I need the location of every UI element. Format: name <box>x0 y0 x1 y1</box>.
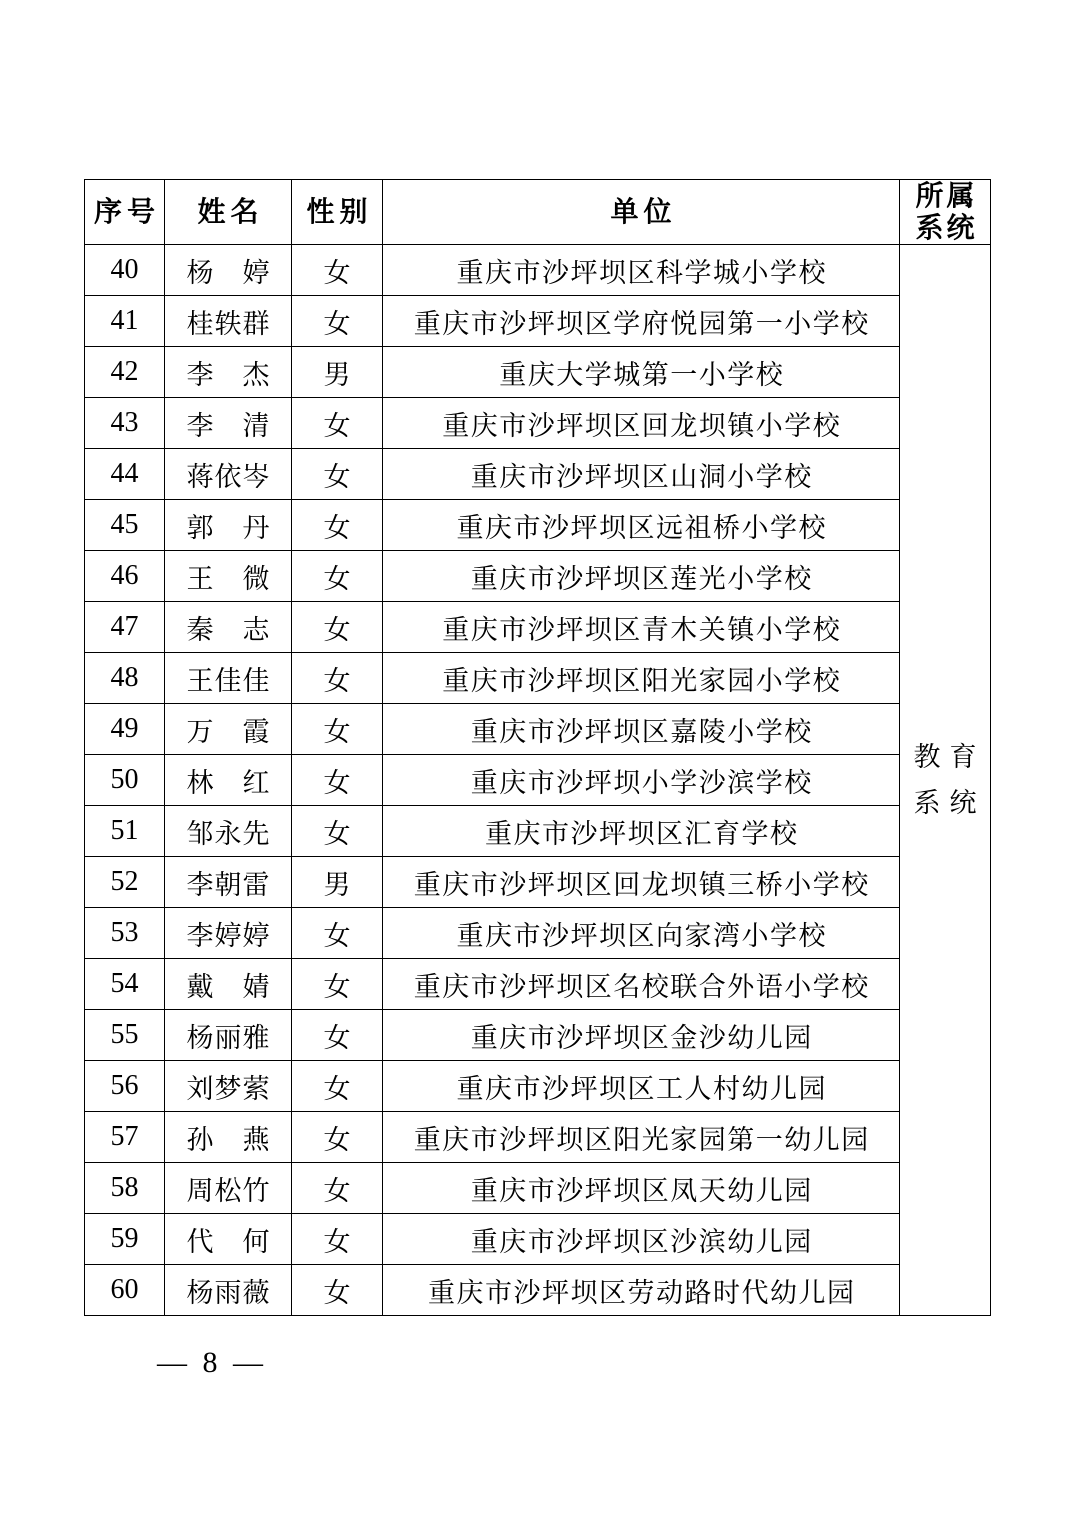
header-system-line1: 所属 <box>915 180 978 211</box>
table-row <box>85 1214 991 1265</box>
cell-gender: 女 <box>292 551 383 602</box>
cell-unit: 重庆市沙坪坝区阳光家园第一幼儿园 <box>383 1112 900 1163</box>
cell-no: 45 <box>85 500 165 551</box>
cell-name: 李 杰 <box>165 347 292 398</box>
cell-no: 46 <box>85 551 165 602</box>
cell-no: 59 <box>85 1214 165 1265</box>
cell-name: 万 霞 <box>165 704 292 755</box>
cell-unit: 重庆市沙坪坝区汇育学校 <box>383 806 900 857</box>
cell-name: 桂轶群 <box>165 296 292 347</box>
cell-name: 刘梦萦 <box>165 1061 292 1112</box>
table-row <box>85 1265 991 1316</box>
cell-name: 李婷婷 <box>165 908 292 959</box>
table-row <box>85 500 991 551</box>
cell-gender: 女 <box>292 1010 383 1061</box>
table-row <box>85 347 991 398</box>
cell-unit: 重庆市沙坪坝区回龙坝镇小学校 <box>383 398 900 449</box>
cell-unit: 重庆市沙坪坝区科学城小学校 <box>383 245 900 296</box>
cell-gender: 女 <box>292 959 383 1010</box>
header-gender: 性别 <box>292 180 383 245</box>
header-name: 姓名 <box>165 180 292 245</box>
cell-no: 40 <box>85 245 165 296</box>
cell-system-group <box>900 245 991 1316</box>
cell-unit: 重庆市沙坪坝小学沙滨学校 <box>383 755 900 806</box>
header-system <box>900 180 991 245</box>
system-group-line2: 系统 <box>913 788 986 818</box>
cell-gender: 女 <box>292 500 383 551</box>
cell-no: 41 <box>85 296 165 347</box>
cell-unit: 重庆市沙坪坝区莲光小学校 <box>383 551 900 602</box>
table-row <box>85 551 991 602</box>
roster-table-body <box>85 245 991 1316</box>
cell-no: 49 <box>85 704 165 755</box>
table-row <box>85 245 991 296</box>
cell-gender: 女 <box>292 602 383 653</box>
table-row <box>85 1163 991 1214</box>
cell-no: 52 <box>85 857 165 908</box>
cell-no: 58 <box>85 1163 165 1214</box>
header-no: 序号 <box>85 180 165 245</box>
table-row <box>85 449 991 500</box>
table-row <box>85 755 991 806</box>
cell-no: 53 <box>85 908 165 959</box>
cell-name: 杨雨薇 <box>165 1265 292 1316</box>
cell-gender: 女 <box>292 1214 383 1265</box>
cell-name: 郭 丹 <box>165 500 292 551</box>
cell-gender: 女 <box>292 296 383 347</box>
cell-gender: 女 <box>292 449 383 500</box>
cell-unit: 重庆市沙坪坝区劳动路时代幼儿园 <box>383 1265 900 1316</box>
cell-gender: 男 <box>292 857 383 908</box>
cell-no: 42 <box>85 347 165 398</box>
table-row <box>85 296 991 347</box>
cell-unit: 重庆市沙坪坝区青木关镇小学校 <box>383 602 900 653</box>
cell-name: 杨 婷 <box>165 245 292 296</box>
cell-gender: 女 <box>292 1112 383 1163</box>
cell-unit: 重庆市沙坪坝区向家湾小学校 <box>383 908 900 959</box>
cell-name: 王 微 <box>165 551 292 602</box>
table-row <box>85 602 991 653</box>
cell-gender: 女 <box>292 398 383 449</box>
cell-name: 杨丽雅 <box>165 1010 292 1061</box>
cell-gender: 女 <box>292 1265 383 1316</box>
cell-unit: 重庆市沙坪坝区凤天幼儿园 <box>383 1163 900 1214</box>
cell-unit: 重庆市沙坪坝区金沙幼儿园 <box>383 1010 900 1061</box>
cell-no: 43 <box>85 398 165 449</box>
header-system-line2: 系统 <box>915 212 978 243</box>
table-row <box>85 1010 991 1061</box>
cell-gender: 男 <box>292 347 383 398</box>
cell-unit: 重庆市沙坪坝区山洞小学校 <box>383 449 900 500</box>
cell-no: 44 <box>85 449 165 500</box>
cell-unit: 重庆市沙坪坝区学府悦园第一小学校 <box>383 296 900 347</box>
cell-gender: 女 <box>292 755 383 806</box>
cell-unit: 重庆市沙坪坝区名校联合外语小学校 <box>383 959 900 1010</box>
table-row <box>85 959 991 1010</box>
table-row <box>85 1061 991 1112</box>
cell-gender: 女 <box>292 1163 383 1214</box>
cell-name: 戴 婧 <box>165 959 292 1010</box>
cell-name: 秦 志 <box>165 602 292 653</box>
cell-no: 50 <box>85 755 165 806</box>
cell-gender: 女 <box>292 1061 383 1112</box>
cell-gender: 女 <box>292 806 383 857</box>
cell-name: 王佳佳 <box>165 653 292 704</box>
table-row <box>85 398 991 449</box>
cell-unit: 重庆市沙坪坝区嘉陵小学校 <box>383 704 900 755</box>
cell-no: 55 <box>85 1010 165 1061</box>
cell-name: 邹永先 <box>165 806 292 857</box>
cell-no: 54 <box>85 959 165 1010</box>
cell-no: 48 <box>85 653 165 704</box>
page-number: — 8 — <box>157 1346 267 1379</box>
table-row <box>85 806 991 857</box>
cell-unit: 重庆市沙坪坝区回龙坝镇三桥小学校 <box>383 857 900 908</box>
table-row <box>85 653 991 704</box>
cell-gender: 女 <box>292 653 383 704</box>
cell-no: 47 <box>85 602 165 653</box>
cell-gender: 女 <box>292 245 383 296</box>
cell-no: 56 <box>85 1061 165 1112</box>
cell-name: 周松竹 <box>165 1163 292 1214</box>
cell-name: 李 清 <box>165 398 292 449</box>
cell-unit: 重庆市沙坪坝区工人村幼儿园 <box>383 1061 900 1112</box>
table-row <box>85 857 991 908</box>
cell-unit: 重庆市沙坪坝区沙滨幼儿园 <box>383 1214 900 1265</box>
cell-name: 代 何 <box>165 1214 292 1265</box>
header-unit: 单位 <box>383 180 900 245</box>
system-group-line1: 教育 <box>913 742 986 772</box>
cell-unit: 重庆大学城第一小学校 <box>383 347 900 398</box>
cell-gender: 女 <box>292 704 383 755</box>
cell-gender: 女 <box>292 908 383 959</box>
table-row <box>85 908 991 959</box>
cell-name: 孙 燕 <box>165 1112 292 1163</box>
cell-name: 蒋依岑 <box>165 449 292 500</box>
cell-no: 51 <box>85 806 165 857</box>
cell-name: 李朝雷 <box>165 857 292 908</box>
cell-unit: 重庆市沙坪坝区远祖桥小学校 <box>383 500 900 551</box>
cell-no: 60 <box>85 1265 165 1316</box>
table-row <box>85 704 991 755</box>
cell-unit: 重庆市沙坪坝区阳光家园小学校 <box>383 653 900 704</box>
cell-no: 57 <box>85 1112 165 1163</box>
header-row <box>85 180 991 245</box>
cell-name: 林 红 <box>165 755 292 806</box>
roster-table <box>84 179 991 1316</box>
table-row <box>85 1112 991 1163</box>
